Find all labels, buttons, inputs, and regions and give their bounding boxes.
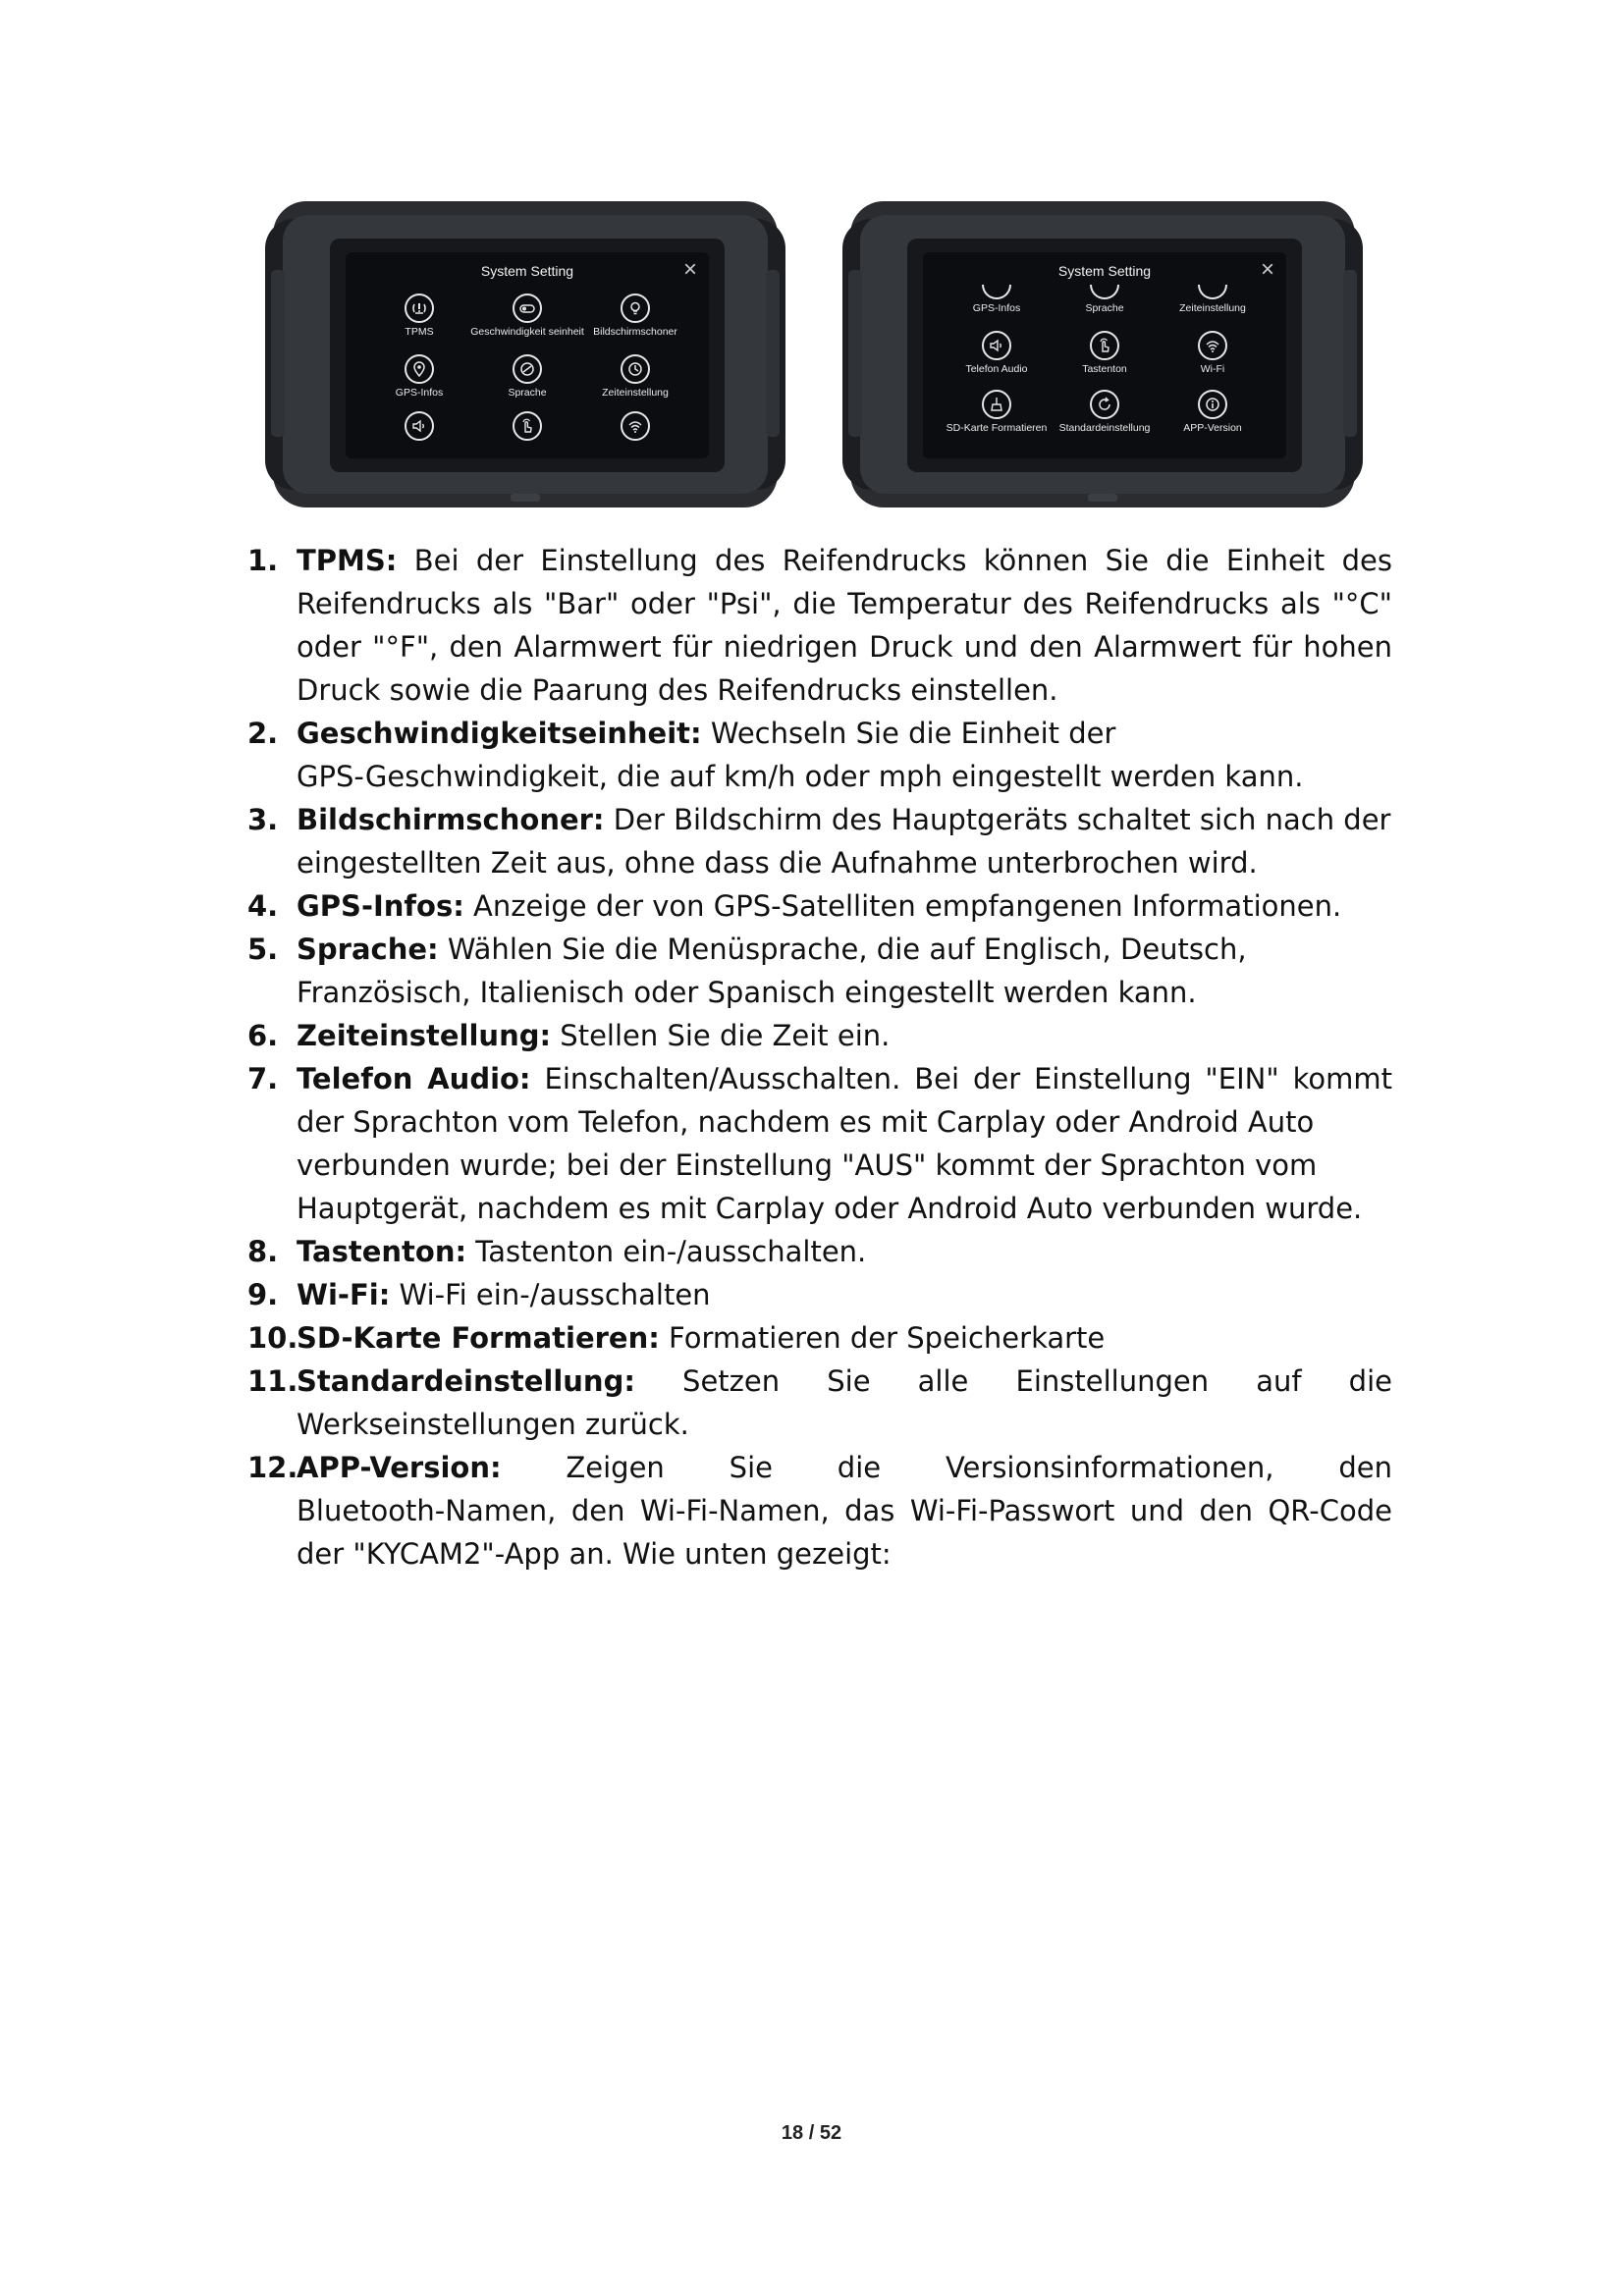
wifi-icon [1198,331,1227,360]
clock-icon [1198,285,1227,299]
tile-label: Tastenton [1082,363,1127,375]
item-text: Hauptgerät, nachdem es mit Carplay oder Android Auto verbunden wurde. [297,1192,1363,1225]
list-item-gps-infos [247,884,1392,928]
tile-factory-reset[interactable] [1046,390,1163,434]
item-text: Tastenton ein-/ausschalten. [466,1235,867,1268]
item-text: Werkseinstellungen zurück. [297,1408,689,1441]
item-term: APP-Version: [297,1451,502,1484]
list-item-phone-audio [247,1057,1392,1230]
settings-description-list [247,539,1392,1575]
tile-sd-format[interactable] [938,390,1055,434]
speed-toggle-icon [513,294,542,323]
item-term: Zeiteinstellung: [297,1019,552,1052]
item-text: der Sprachton vom Telefon, nachdem es mit Carplay oder Android Auto [297,1105,1315,1139]
item-text: Bei der Einstellung des Reifendrucks können Sie die Einheit des [397,544,1392,577]
screen-title: System Setting [480,263,574,279]
device-photo-1 [265,201,785,507]
item-term: Telefon Audio: [297,1062,531,1095]
tile-label: APP-Version [1183,422,1242,434]
item-number: 1. [247,544,279,577]
item-term: SD-Karte Formatieren: [297,1321,660,1355]
item-text: Bluetooth-Namen, den Wi-Fi-Namen, das Wi-Fi-Passwort und den QR-Code [297,1494,1392,1527]
item-text: verbunden wurde; bei der Einstellung "AUS" kommt der Sprachton vom [297,1148,1318,1182]
tile-label: Sprache [1085,302,1124,314]
item-term: Geschwindigkeitseinheit: [297,717,702,750]
tile-time-setting[interactable] [1154,285,1271,314]
speaker-icon [405,411,434,441]
tile-gps-infos[interactable] [938,285,1055,314]
page-number: 18 / 52 [781,2122,842,2144]
item-text: Reifendrucks als "Bar" oder "Psi", die Temperatur des Reifendrucks als "°C" [297,587,1392,620]
tile-tpms[interactable] [360,294,478,338]
tile-label: Bildschirmschoner [593,326,677,338]
reset-icon [1090,390,1119,419]
clock-icon [621,354,650,384]
item-number: 2. [247,717,279,750]
item-number: 3. [247,803,279,836]
item-number: 11. [247,1364,298,1398]
item-text: eingestellten Zeit aus, ohne dass die Aufnahme unterbrochen wird. [297,846,1258,880]
list-item-screensaver [247,798,1392,884]
tile-phone-audio[interactable] [360,411,478,441]
item-number: 5. [247,933,279,966]
close-icon[interactable]: × [682,256,697,283]
item-text: Französisch, Italienisch oder Spanisch eingestellt werden kann. [297,976,1197,1009]
tire-icon [405,294,434,323]
close-icon[interactable]: × [1260,256,1274,283]
list-item-key-tone [247,1230,1392,1273]
tile-speed-unit[interactable] [468,294,586,338]
item-text: Der Bildschirm des Hauptgeräts schaltet sich nach der [604,803,1391,836]
location-icon [982,285,1011,299]
language-icon [1090,285,1119,299]
item-term: GPS-Infos: [297,889,464,923]
tile-language[interactable] [468,354,586,399]
tile-wifi[interactable] [576,411,694,441]
item-text: Wechseln Sie die Einheit der [701,717,1116,750]
hand-tap-icon [1090,331,1119,360]
item-term: TPMS: [297,544,398,577]
list-item-language [247,928,1392,1014]
tile-label: GPS-Infos [972,302,1021,314]
item-text: Wi-Fi ein-/ausschalten [390,1278,711,1311]
list-item-tpms [247,539,1392,712]
broom-icon [982,390,1011,419]
item-number: 10. [247,1321,298,1355]
item-text: der "KYCAM2"-App an. Wie unten gezeigt: [297,1537,892,1571]
tile-wifi[interactable] [1154,331,1271,375]
location-icon [405,354,434,384]
tile-screensaver[interactable] [576,294,694,338]
list-item-app-version [247,1446,1392,1575]
tile-label: Sprache [508,387,547,399]
device-photo-2 [842,201,1363,507]
item-term: Tastenton: [297,1235,467,1268]
tile-time-setting[interactable] [576,354,694,399]
item-text: Anzeige der von GPS-Satelliten empfangenen Informationen. [463,889,1342,923]
item-term: Standardeinstellung: [297,1364,635,1398]
item-number: 12. [247,1451,298,1484]
item-text: GPS-Geschwindigkeit, die auf km/h oder mph eingestellt werden kann. [297,760,1304,793]
screen-title: System Setting [1057,263,1152,279]
item-text: oder "°F", den Alarmwert für niedrigen Druck und den Alarmwert für hohen [297,630,1392,664]
tile-language[interactable] [1046,285,1163,314]
tile-label: Geschwindigkeit seinheit [470,326,584,338]
device-screen [346,252,709,458]
tile-label: SD-Karte Formatieren [946,422,1048,434]
device-screen [923,252,1286,458]
item-text: Stellen Sie die Zeit ein. [551,1019,891,1052]
tile-label: GPS-Infos [395,387,444,399]
hand-tap-icon [513,411,542,441]
item-text: Druck sowie die Paarung des Reifendrucks einstellen. [297,673,1058,707]
item-text: Formatieren der Speicherkarte [659,1321,1106,1355]
item-number: 9. [247,1278,279,1311]
language-icon [513,354,542,384]
item-text: Einschalten/Ausschalten. Bei der Einstellung "EIN" kommt [530,1062,1392,1095]
item-number: 7. [247,1062,279,1095]
bulb-icon [621,294,650,323]
item-term: Sprache: [297,933,439,966]
list-item-factory-reset [247,1360,1392,1446]
tile-label: TPMS [405,326,434,338]
tile-label: Zeiteinstellung [1179,302,1246,314]
speaker-icon [982,331,1011,360]
item-text: Wählen Sie die Menüsprache, die auf Englisch, Deutsch, [438,933,1247,966]
item-term: Bildschirmschoner: [297,803,605,836]
list-item-wifi [247,1273,1392,1316]
item-number: 6. [247,1019,279,1052]
list-item-speed-unit [247,712,1392,798]
info-icon [1198,390,1227,419]
list-item-time-setting [247,1014,1392,1057]
list-item-sd-format [247,1316,1392,1360]
tile-label: Telefon Audio [965,363,1028,375]
tile-key-tone[interactable] [468,411,586,441]
wifi-icon [621,411,650,441]
tile-key-tone[interactable] [1046,331,1163,375]
item-text: Setzen Sie alle Einstellungen auf die [634,1364,1392,1398]
tile-label: Zeiteinstellung [602,387,669,399]
item-term: Wi-Fi: [297,1278,391,1311]
item-number: 4. [247,889,279,923]
tile-phone-audio[interactable] [938,331,1055,375]
item-number: 8. [247,1235,279,1268]
tile-label: Standardeinstellung [1058,422,1151,434]
tile-app-version[interactable] [1154,390,1271,434]
tile-gps-infos[interactable] [360,354,478,399]
item-text: Zeigen Sie die Versionsinformationen, den [501,1451,1392,1484]
tile-label: Wi-Fi [1200,363,1225,375]
